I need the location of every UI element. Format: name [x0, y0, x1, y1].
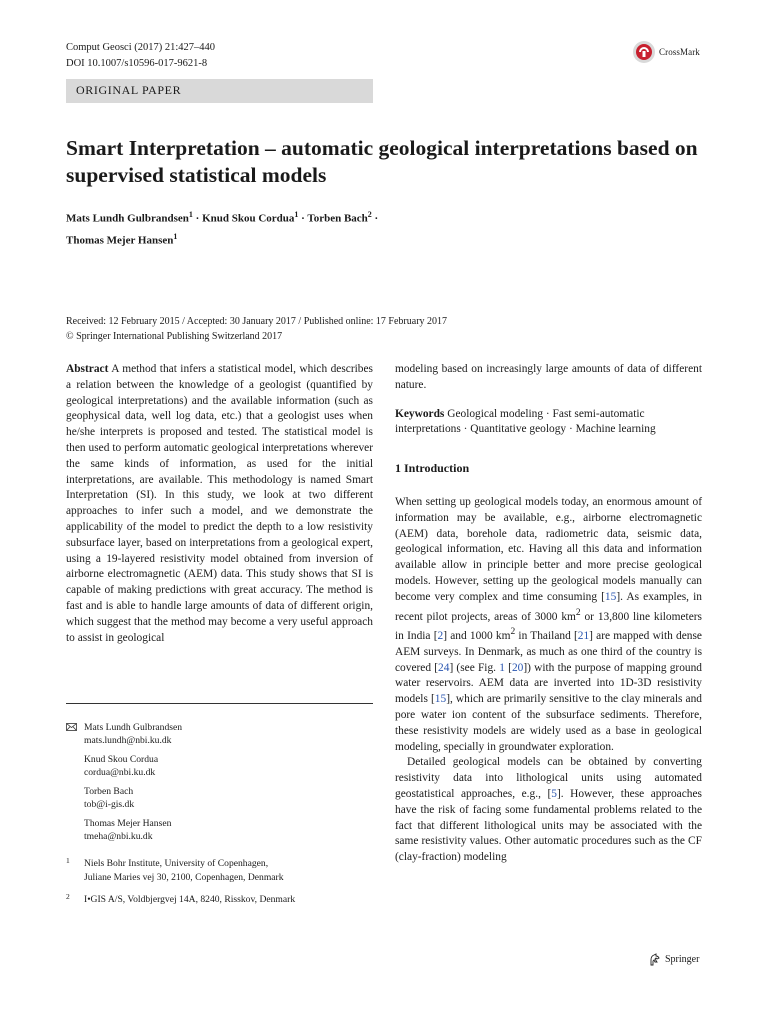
crossmark-icon: [632, 40, 656, 64]
affiliations: [66, 857, 373, 915]
author-affiliation-mark: 2: [367, 210, 372, 219]
corresponding-contacts: [66, 722, 373, 850]
journal-citation: [66, 40, 215, 72]
affiliation-line: Juliane Maries vej 30, 2100, Copenhagen, Denmark: [84, 872, 284, 883]
affiliation-entry: [66, 857, 373, 885]
author-separator: ·: [301, 212, 305, 225]
history-line: Received: 12 February 2015 / Accepted: 30 January 2017 / Published online: 17 February 2017: [66, 316, 448, 327]
citation-link[interactable]: 15: [604, 590, 617, 603]
contact-name: Thomas Mejer Hansen: [84, 818, 172, 829]
citation-link[interactable]: 15: [434, 693, 447, 706]
figure-link[interactable]: 1: [499, 661, 505, 674]
author-name[interactable]: Thomas Mejer Hansen: [66, 234, 174, 247]
author-separator: ·: [374, 212, 379, 225]
author-list: [66, 206, 706, 249]
citation-link[interactable]: 20: [511, 661, 524, 674]
citation-link[interactable]: 21: [577, 629, 590, 642]
abstract-label: Abstract: [66, 363, 109, 375]
keywords-label: Keywords: [395, 407, 445, 420]
contact-email[interactable]: tob@i-gis.dk: [84, 798, 135, 810]
affiliation-number: 2: [66, 892, 70, 901]
section-heading: 1 Introduction: [395, 461, 470, 476]
publication-dates: [66, 314, 706, 344]
doi-line[interactable]: DOI 10.1007/s10596-017-9621-8: [66, 58, 208, 69]
crossmark-badge[interactable]: [632, 38, 702, 66]
contact-email[interactable]: tmeha@nbi.ku.dk: [84, 830, 153, 842]
contact-entry: [66, 818, 373, 843]
citation-link[interactable]: 5: [551, 787, 557, 800]
footnote-divider: [66, 703, 373, 704]
journal-line: Comput Geosci (2017) 21:427–440: [66, 42, 216, 53]
affiliation-line: I•GIS A/S, Voldbjergvej 14A, 8240, Risskov, Denmark: [84, 894, 296, 905]
contact-name: Mats Lundh Gulbrandsen: [84, 722, 183, 733]
copyright-line: © Springer International Publishing Switzerland 2017: [66, 331, 283, 342]
envelope-icon: [66, 723, 77, 731]
author-affiliation-mark: 1: [173, 231, 178, 241]
keywords-block: [395, 407, 702, 439]
article-title: Smart Interpretation – automatic geological interpretations based on supervised statistical models: [66, 136, 698, 187]
author-separator: ·: [195, 212, 200, 225]
contact-entry: [66, 786, 373, 811]
author-name[interactable]: Knud Skou Cordua: [202, 212, 295, 225]
affiliation-line: Niels Bohr Institute, University of Copenhagen,: [84, 858, 269, 869]
author-affiliation-mark: 1: [188, 210, 193, 219]
contact-entry: [66, 722, 373, 747]
affiliation-number: 1: [66, 856, 70, 865]
contact-name: Torben Bach: [84, 786, 134, 797]
publisher-name: Springer: [665, 954, 700, 965]
publisher-mark: [648, 953, 699, 966]
author-name[interactable]: Torben Bach: [307, 212, 368, 225]
contact-email[interactable]: cordua@nbi.ku.dk: [84, 766, 156, 778]
abstract-text: A method that infers a statistical model, which describes a relation between the knowledge of a geologist (quantified by geological interpretations) and the available information (such as geophysical data, well log data, etc.) that a geologist uses when he/she interprets is proposed and tested. The statistical model is then used to perform automatic geological interpretations wherever the same kinds of information, as used for the initial interpretations, are available. This methodology is named Smart Interpretation (SI). In this study, we look at two different approaches to infer such a model, and we demonstrate the applicability of the model to predict the depth to a low resistivity subsurface layer, based on interpretations from a geological expert, using a 19-layered resistivity model obtained from inversion of airborne electromagnetic (AEM) data. This study shows that SI is capable of making predictions with great accuracy. The method is fast and is able to handle large amounts of data of different origin, which suggest that the method may become a very useful approach to assist in geological: [66, 363, 373, 644]
intro-paragraph: Detailed geological models can be obtained by converting resistivity data into lithological units using automated geostatistical approaches, e.g., [5]. However, these approaches have the risk of facing some fundamental problems related to the fact that different lithological units may be associated with the same resistivity values. Other automatic procedures such as the CF (clay-fraction) modeling: [395, 756, 702, 864]
intro-paragraph: When setting up geological models today, an enormous amount of information may be available, e.g., airborne electromagnetic (AEM) data, borehole data, radiometric data, seismic data, geological information, etc. Having all this data and information available allow in principle better and more precise geological models. However, setting up the geological models manually can become very complex and time consuming [15]. As examples, in recent pilot projects, areas of 3000 $km^2$ or 13,800 line kilometers in India [2] and 1000 $km^2$ in Thailand [21] are mapped with dense AEM surveys. In Denmark, as much as one third of the country is covered [24] (see Fig. 1 [20]) with the purpose of mapping ground water reservoirs. AEM data are inverted into 1D-3D resistivity models [15], which are primarily sensitive to the clay minerals and pore water ion content of the subsurface sediments. Therefore, these resistivity models are widely used as a base in geological modeling, specially in groundwater exploration.: [395, 495, 703, 753]
abstract-block: [66, 362, 373, 646]
author-affiliation-mark: 1: [294, 210, 299, 219]
springer-horse-icon: [648, 953, 661, 966]
contact-name: Knud Skou Cordua: [84, 754, 159, 765]
right-column: [395, 362, 702, 866]
contact-email[interactable]: mats.lundh@nbi.ku.dk: [84, 734, 172, 746]
author-name[interactable]: Mats Lundh Gulbrandsen: [66, 212, 189, 225]
affiliation-entry: [66, 893, 373, 907]
abstract-continuation: modeling based on increasingly large amounts of data of different nature.: [395, 363, 702, 391]
contact-entry: [66, 754, 373, 779]
citation-link[interactable]: 2: [437, 629, 444, 642]
crossmark-label: CrossMark: [659, 47, 700, 57]
article-category-banner: ORIGINAL PAPER: [66, 79, 373, 103]
keywords-text: Geological modeling · Fast semi-automatic interpretations · Quantitative geology · Machine learning: [395, 407, 656, 436]
citation-link[interactable]: 24: [438, 661, 450, 674]
